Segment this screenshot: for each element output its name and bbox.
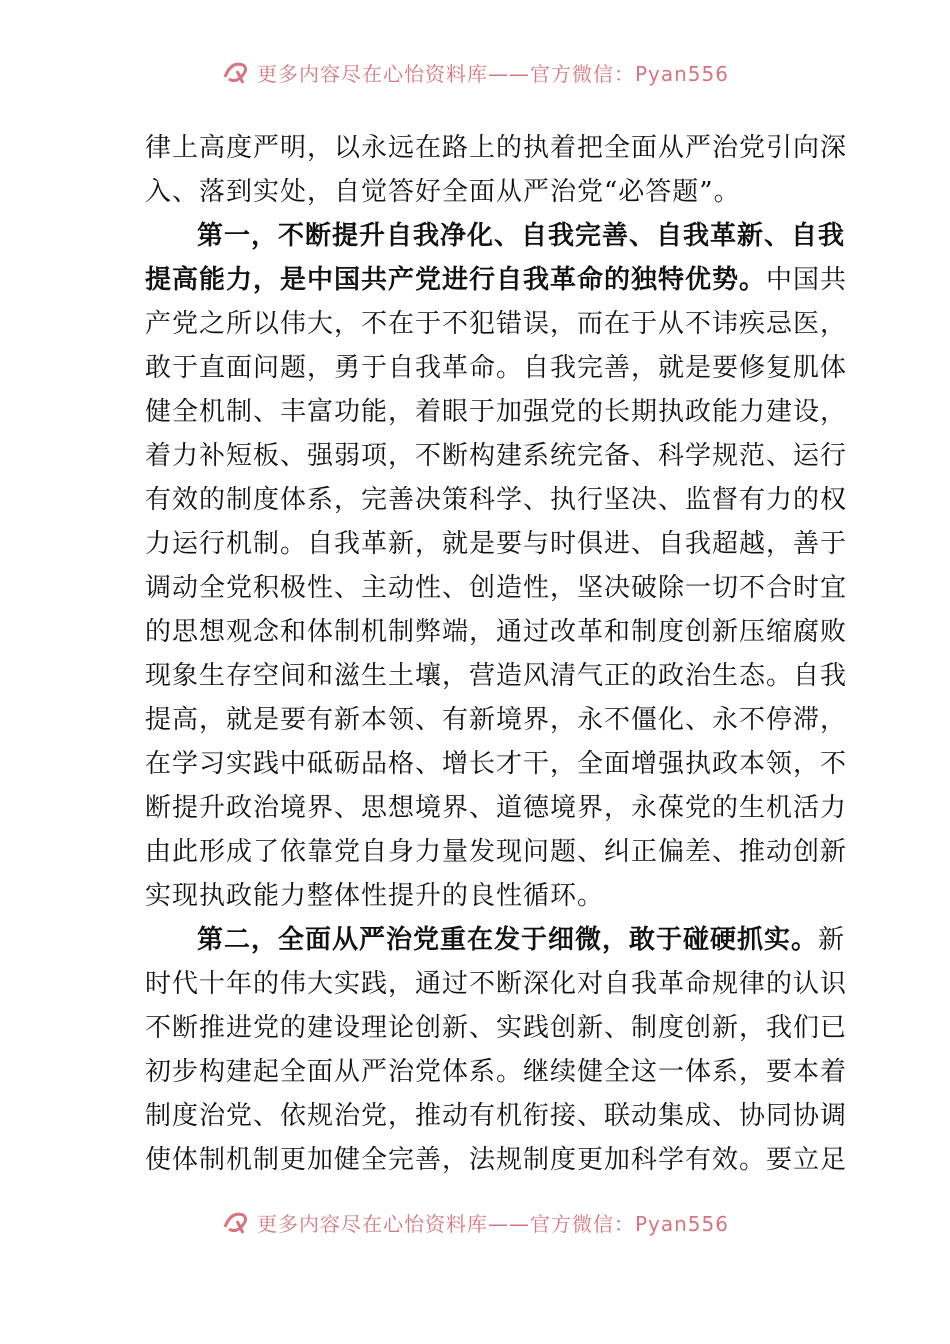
brand-logo-icon — [221, 57, 251, 87]
text-line: 产党之所以伟大，不在于不犯错误，而在于从不讳疾忌医， — [145, 309, 848, 339]
footer-watermark — [0, 1202, 950, 1242]
text-line: 健全机制、丰富功能，着眼于加强党的长期执政能力建设， — [145, 397, 848, 427]
section-heading-1-cont: 提高能力，是中国共产党进行自我革命的独特优势。 — [145, 265, 767, 295]
text-line: 实现执政能力整体性提升的良性循环。 — [145, 881, 605, 911]
text-line: 初步构建起全面从严治党体系。继续健全这一体系，要本着 — [145, 1057, 848, 1087]
text-line: 在学习实践中砥砺品格、增长才干，全面增强执政本领，不 — [145, 749, 848, 779]
text-line: 着力补短板、强弱项，不断构建系统完备、科学规范、运行 — [145, 441, 848, 471]
text-line: 断提升政治境界、思想境界、道德境界，永葆党的生机活力 — [145, 793, 848, 823]
text-fragment: 新 — [818, 925, 846, 955]
text-line: 提高，就是要有新本领、有新境界，永不僵化、永不停滞， — [145, 705, 848, 735]
footer-watermark-text: 更多内容尽在心怡资料库——官方微信：Pyan556 — [256, 1211, 729, 1236]
header-watermark-text: 更多内容尽在心怡资料库——官方微信：Pyan556 — [256, 61, 729, 86]
text-line: 使体制机制更加健全完善，法规制度更加科学有效。要立足 — [145, 1145, 848, 1175]
text-line: 调动全党积极性、主动性、创造性，坚决破除一切不合时宜 — [145, 573, 848, 603]
text-line: 有效的制度体系，完善决策科学、执行坚决、监督有力的权 — [145, 485, 848, 515]
document-body — [145, 126, 848, 1182]
text-line: 敢于直面问题，勇于自我革命。自我完善，就是要修复肌体 — [145, 353, 848, 383]
text-line: 的思想观念和体制机制弊端，通过改革和制度创新压缩腐败 — [145, 617, 848, 647]
text-line: 不断推进党的建设理论创新、实践创新、制度创新，我们已 — [145, 1013, 848, 1043]
text-line: 律上高度严明，以永远在路上的执着把全面从严治党引向深 — [145, 133, 848, 163]
text-line: 由此形成了依靠党自身力量发现问题、纠正偏差、推动创新 — [145, 837, 848, 867]
text-line: 制度治党、依规治党，推动有机衔接、联动集成、协同协调 — [145, 1101, 848, 1131]
text-line: 时代十年的伟大实践，通过不断深化对自我革命规律的认识 — [145, 969, 848, 999]
header-watermark — [0, 52, 950, 92]
text-line — [145, 918, 846, 962]
section-heading-2: 第二，全面从严治党重在发于细微，敢于碰硬抓实。 — [197, 925, 819, 955]
section-heading-1: 第一，不断提升自我净化、自我完善、自我革新、自我 — [197, 221, 846, 251]
text-line: 力运行机制。自我革新，就是要与时俱进、自我超越，善于 — [145, 529, 848, 559]
text-line: 现象生存空间和滋生土壤，营造风清气正的政治生态。自我 — [145, 661, 848, 691]
brand-logo-icon — [221, 1207, 251, 1237]
text-line — [145, 258, 848, 302]
text-fragment: 中国共 — [766, 265, 848, 295]
text-line: 入、落到实处，自觉答好全面从严治党“必答题”。 — [145, 177, 741, 207]
